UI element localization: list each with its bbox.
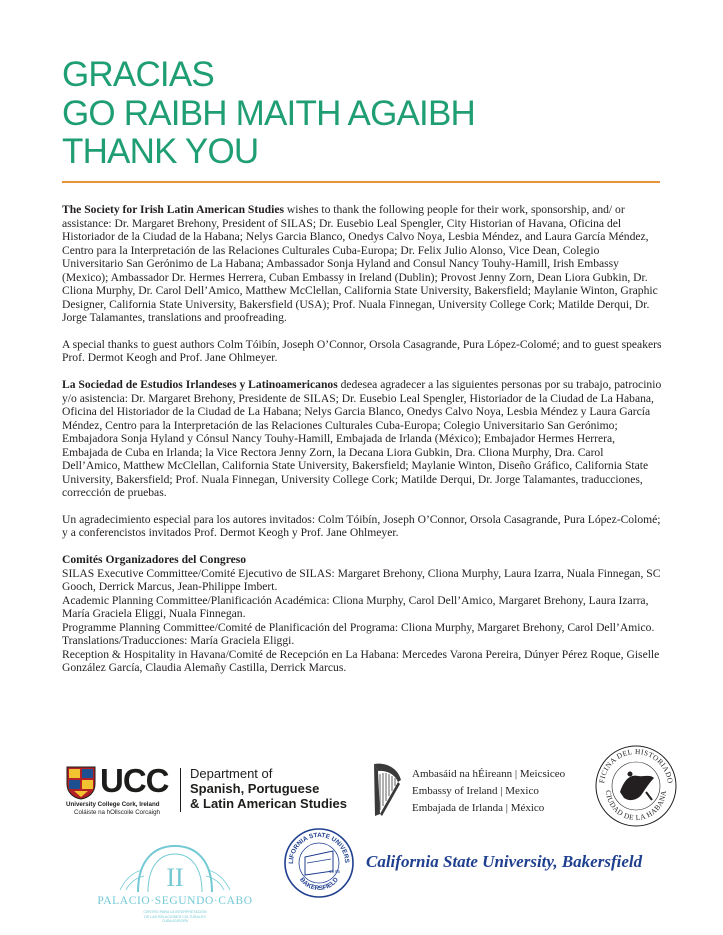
csub-seal [283,827,355,899]
title-line-irish: GO RAIBH MAITH AGAIBH [62,93,475,133]
title-divider [62,181,660,183]
spanish-org-name: La Sociedad de Estudios Irlandeses y Latinoamericanos [62,378,338,392]
ucc-department-logo [66,762,381,816]
committee-line: Reception & Hospitality in Havana/Comité de Recepción en La Habana: Mercedes Varona Pereira, Dúnyer Pérez Roque, Giselle González García, Claudia Alemañy Castilla, Derrick Marcus. [62,647,660,675]
palacio-name: PALACIO·SEGUNDO·CABO [97,895,253,907]
spanish-thanks-text: dedesea agradecer a las siguientes personas por su trabajo, patrocinio y/o asistencia: Dr. Margaret Brehony, Presidente de SILAS; Dr. Eusebio Leal Spengler, Historiador de la Ciudad de La Habana, Oficina del Historiador de la Ciudad de La Habana; Nelys Garcia Blanco, Onedys Calvo Noya, Lesbia Méndez y Laura García Méndez, Centro para la Interpretación de las Relaciones Culturales Cuba-Europa; Colegio Universitario San Gerónimo; Embajadora Sonja Hyland y Cónsul Nancy Touhy-Hamill, Embajada de Irlanda (México); Embajador Hermes Herrera, Embajada de Cuba en Irlanda; la Vice Rectora Jenny Zorn, la Decana Liora Gubkin, Dra. Cliona Murphy, Dra. Carol Dell’Amico, Matthew McClellan, California State University, Bakersfield; Maylanie Winton, Diseño Gráfico, California State University, Bakersfield; Prof. Nuala Finnegan, University College Cork; Matilde Derqui, Dr. Jorge Talamantes, traducciones, corrección de pruebas. [62,378,662,500]
ucc-subtitle-english: University College Cork, Ireland [66,801,160,808]
committees-section [62,553,662,675]
committees-heading: Comités Organizadores del Congreso [62,553,247,567]
oficina-seal-icon [594,744,678,828]
csub-seal-bottom-text: BAKERSFIELD [298,876,340,893]
ucc-department-name [190,766,347,811]
svg-text:BAKERSFIELD [298,876,340,892]
oficina-top-text: FICINA DEL HISTORIADO [597,746,675,785]
palacio-arch-icon [90,838,260,894]
title-line-english: THANK YOU [62,132,259,171]
palacio-numeral: II [166,863,184,892]
acknowledgements-body [62,203,662,675]
palacio-sub-line: CUBA-EUROPA [161,919,189,923]
english-org-name: The Society for Irish Latin American Studies [62,203,285,216]
english-special-thanks: A special thanks to guest authors Colm Tóibín, Joseph O’Connor, Orsola Casagrande, Pura López-Colomé; and to guest speakers Prof. Dermot Keogh and Prof. Jane Ohlmeyer. [62,337,662,365]
english-thanks-paragraph [62,203,662,325]
csub-seal-year: 19 65 [329,869,340,874]
spanish-special-thanks: Un agradecimiento especial para los autores invitados: Colm Tóibín, Joseph O’Connor, Orsola Casagrande, Pura López-Colomé; y a conferencistos invitados Prof. Dermot Keogh y Prof. Jane Ohlmeyer. [62,512,661,540]
committee-line: Academic Planning Committee/Planificación Académica: Cliona Murphy, Carol Dell’Amico, Margaret Brehony, Laura Izarra, María Graciela Eliggi, Nuala Finnegan. [62,593,649,621]
csub-name: California State University, Bakersfield [366,852,643,871]
english-thanks-text: wishes to thank the following people for their work, sponsorship, and/ or assistance: Dr. Margaret Brehony, President of SILAS; Dr. Eusebio Leal Spengler, City Historian of Havana, Oficina del Historiador de la Ciudad de la Habana; Nelys Garcia Blanco, Onedys Calvo Noya, Lesbia Méndez, and Laura García Méndez, Centro para la Interpretación de las Relaciones Culturales Cuba-Europa; Dr. Felix Julio Alonso, Vice Dean, Colegio Universitario San Gerónimo de La Habana; Ambassador Sonja Hyland and Consul Nancy Touhy-Hamill, Irish Embassy (Mexico); Ambassador Dr. Hermes Herrera, Cuban Embassy in Ireland (Dublin); Provost Jenny Zorn, Dean Liora Gubkin, Dr. Cliona Murphy, Dr. Carol Dell’Amico, Matthew McClellan, California State University, Bakersfield; Maylanie Winton, Graphic Designer, California State University, Bakersfield (USA); Prof. Nuala Finnegan, University College Cork; Matilde Derqui, Dr. Jorge Talamantes, translations and proofreading. [62,203,658,325]
ucc-dept-line: & Latin American Studies [190,796,347,811]
ucc-crest-icon [66,766,96,800]
title-line-spanish: GRACIAS [62,55,214,94]
palacio-sub-line: CENTRO PARA LA INTERPRETACIÓN [143,910,207,914]
oficina-historiador-seal [594,744,678,828]
embassy-of-ireland-logo [368,760,598,822]
ucc-subtitle-irish: Coláiste na hOllscoile Corcaigh [74,809,160,816]
csub-seal-icon [283,827,355,899]
committee-line: Translations/Traducciones: María Graciela Eliggi. [62,634,295,648]
committee-line: Programme Planning Committee/Comité de Planificación del Programa: Cliona Murphy, Margaret Brehony, Carol Dell’Amico. [62,620,655,634]
ucc-dept-line: Spanish, Portuguese [190,781,320,796]
csub-seal-top-text: LIFORNIA STATE UNIVERS [287,831,351,864]
embassy-line-irish: Ambasáid na hÉireann | Meicsiceo [412,768,566,780]
palacio-sub-line: DE LAS RELACIONES CULTURALES [144,914,206,919]
page-title [62,56,662,172]
harp-icon [368,760,404,818]
embassy-text [412,766,565,817]
spanish-thanks-paragraph [62,378,662,500]
svg-text:CALIFORNIA STATE UNIVERSITY [283,827,350,864]
ucc-dept-line: Department of [190,766,273,781]
embassy-line-spanish: Embajada de Irlanda | México [412,802,545,814]
ucc-wordmark: UCC [100,762,169,799]
palacio-subtitle [110,910,240,924]
embassy-line-english: Embassy of Ireland | Mexico [412,785,539,797]
committee-line: SILAS Executive Committee/Comité Ejecutivo de SILAS: Margaret Brehony, Cliona Murphy, Laura Izarra, Nuala Finnegan, SC Gooch, Derrick Marcus, Jean-Philippe Imbert. [62,566,661,594]
palacio-segundo-cabo-logo [90,838,260,923]
ucc-divider [180,768,181,812]
oficina-bottom-text: CIUDAD DE LA HABANA [603,789,669,823]
